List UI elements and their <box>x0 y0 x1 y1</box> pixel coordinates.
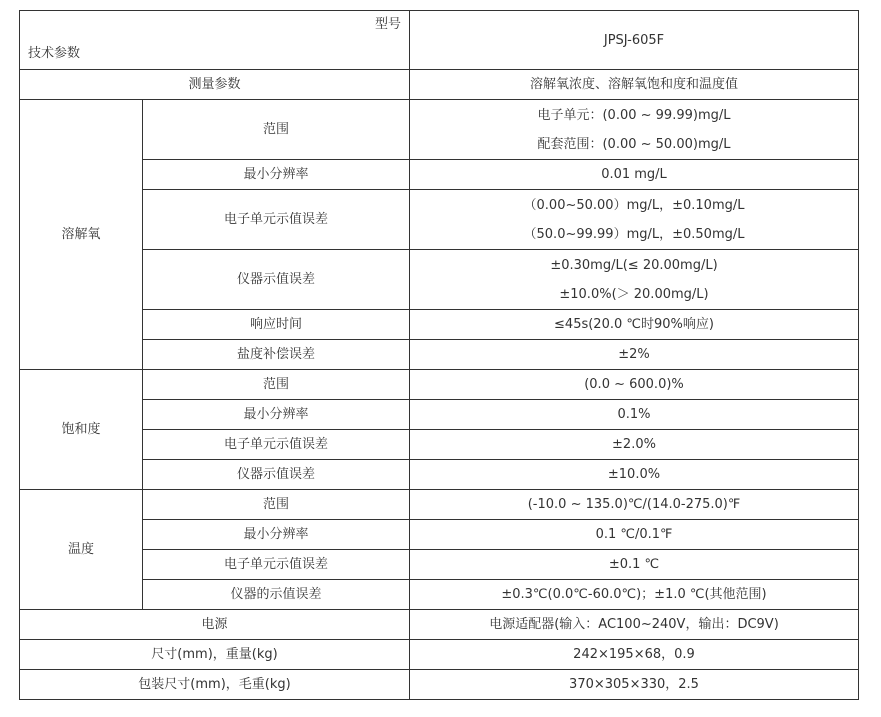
sat-instrument-error-label: 仪器示值误差 <box>143 460 410 490</box>
spec-table <box>19 10 859 700</box>
table-row <box>20 580 859 610</box>
sat-electronic-error-label: 电子单元示值误差 <box>143 430 410 460</box>
table-row <box>20 70 859 100</box>
package-label: 包装尺寸(mm)，毛重(kg) <box>20 670 410 700</box>
table-row <box>20 160 859 190</box>
temp-instrument-error-value: ±0.3℃(0.0℃-60.0℃)；±1.0 ℃(其他范围) <box>410 580 859 610</box>
do-electronic-error-label: 电子单元示值误差 <box>143 190 410 250</box>
sat-instrument-error-value: ±10.0% <box>410 460 859 490</box>
temp-electronic-error-label: 电子单元示值误差 <box>143 550 410 580</box>
temp-range-value: (-10.0 ~ 135.0)℃/(14.0-275.0)℉ <box>410 490 859 520</box>
table-row <box>20 550 859 580</box>
temp-electronic-error-value: ±0.1 ℃ <box>410 550 859 580</box>
table-row <box>20 430 859 460</box>
do-response-value: ≤45s(20.0 ℃时90%响应) <box>410 310 859 340</box>
do-resolution-label: 最小分辨率 <box>143 160 410 190</box>
power-label: 电源 <box>20 610 410 640</box>
model-value: JPSJ-605F <box>410 11 859 70</box>
do-range-line-2: 配套范围：(0.00 ~ 50.00)mg/L <box>537 136 731 152</box>
package-value: 370×305×330，2.5 <box>410 670 859 700</box>
do-response-label: 响应时间 <box>143 310 410 340</box>
table-row <box>20 520 859 550</box>
table-row <box>20 460 859 490</box>
do-electronic-error-line-2: （50.0~99.99）mg/L，±0.50mg/L <box>523 226 745 242</box>
sat-resolution-label: 最小分辨率 <box>143 400 410 430</box>
table-row <box>20 640 859 670</box>
sat-electronic-error-value: ±2.0% <box>410 430 859 460</box>
size-weight-value: 242×195×68，0.9 <box>410 640 859 670</box>
measure-value: 溶解氧浓度、溶解氧饱和度和温度值 <box>410 70 859 100</box>
do-range-label: 范围 <box>143 100 410 160</box>
sat-resolution-value: 0.1% <box>410 400 859 430</box>
table-row <box>20 310 859 340</box>
do-instrument-error-value <box>410 250 859 310</box>
sat-range-value: (0.0 ~ 600.0)% <box>410 370 859 400</box>
table-row <box>20 400 859 430</box>
group-temperature: 温度 <box>20 490 143 610</box>
table-row <box>20 610 859 640</box>
temp-range-label: 范围 <box>143 490 410 520</box>
header-corner-cell <box>20 11 410 70</box>
power-value: 电源适配器(输入：AC100~240V，输出：DC9V) <box>410 610 859 640</box>
group-dissolved-oxygen: 溶解氧 <box>20 100 143 370</box>
do-range-line-1: 电子单元：(0.00 ~ 99.99)mg/L <box>537 107 731 123</box>
table-row <box>20 340 859 370</box>
table-row <box>20 670 859 700</box>
do-instrument-error-label: 仪器示值误差 <box>143 250 410 310</box>
header-row <box>20 11 859 70</box>
do-instrument-error-line-1: ±0.30mg/L(≤ 20.00mg/L) <box>550 257 718 273</box>
do-instrument-error-line-2: ±10.0%(＞ 20.00mg/L) <box>559 286 709 302</box>
do-range-value <box>410 100 859 160</box>
table-row <box>20 190 859 250</box>
temp-resolution-value: 0.1 ℃/0.1℉ <box>410 520 859 550</box>
do-electronic-error-line-1: （0.00~50.00）mg/L，±0.10mg/L <box>523 197 745 213</box>
group-saturation: 饱和度 <box>20 370 143 490</box>
table-row <box>20 490 859 520</box>
spec-header-label: 技术参数 <box>28 46 81 61</box>
do-resolution-value: 0.01 mg/L <box>410 160 859 190</box>
table-row <box>20 250 859 310</box>
model-header-label: 型号 <box>374 17 401 32</box>
do-salinity-label: 盐度补偿误差 <box>143 340 410 370</box>
measure-label: 测量参数 <box>20 70 410 100</box>
sat-range-label: 范围 <box>143 370 410 400</box>
size-weight-label: 尺寸(mm)，重量(kg) <box>20 640 410 670</box>
temp-resolution-label: 最小分辨率 <box>143 520 410 550</box>
do-salinity-value: ±2% <box>410 340 859 370</box>
table-row <box>20 100 859 160</box>
temp-instrument-error-label: 仪器的示值误差 <box>143 580 410 610</box>
do-electronic-error-value <box>410 190 859 250</box>
table-row <box>20 370 859 400</box>
